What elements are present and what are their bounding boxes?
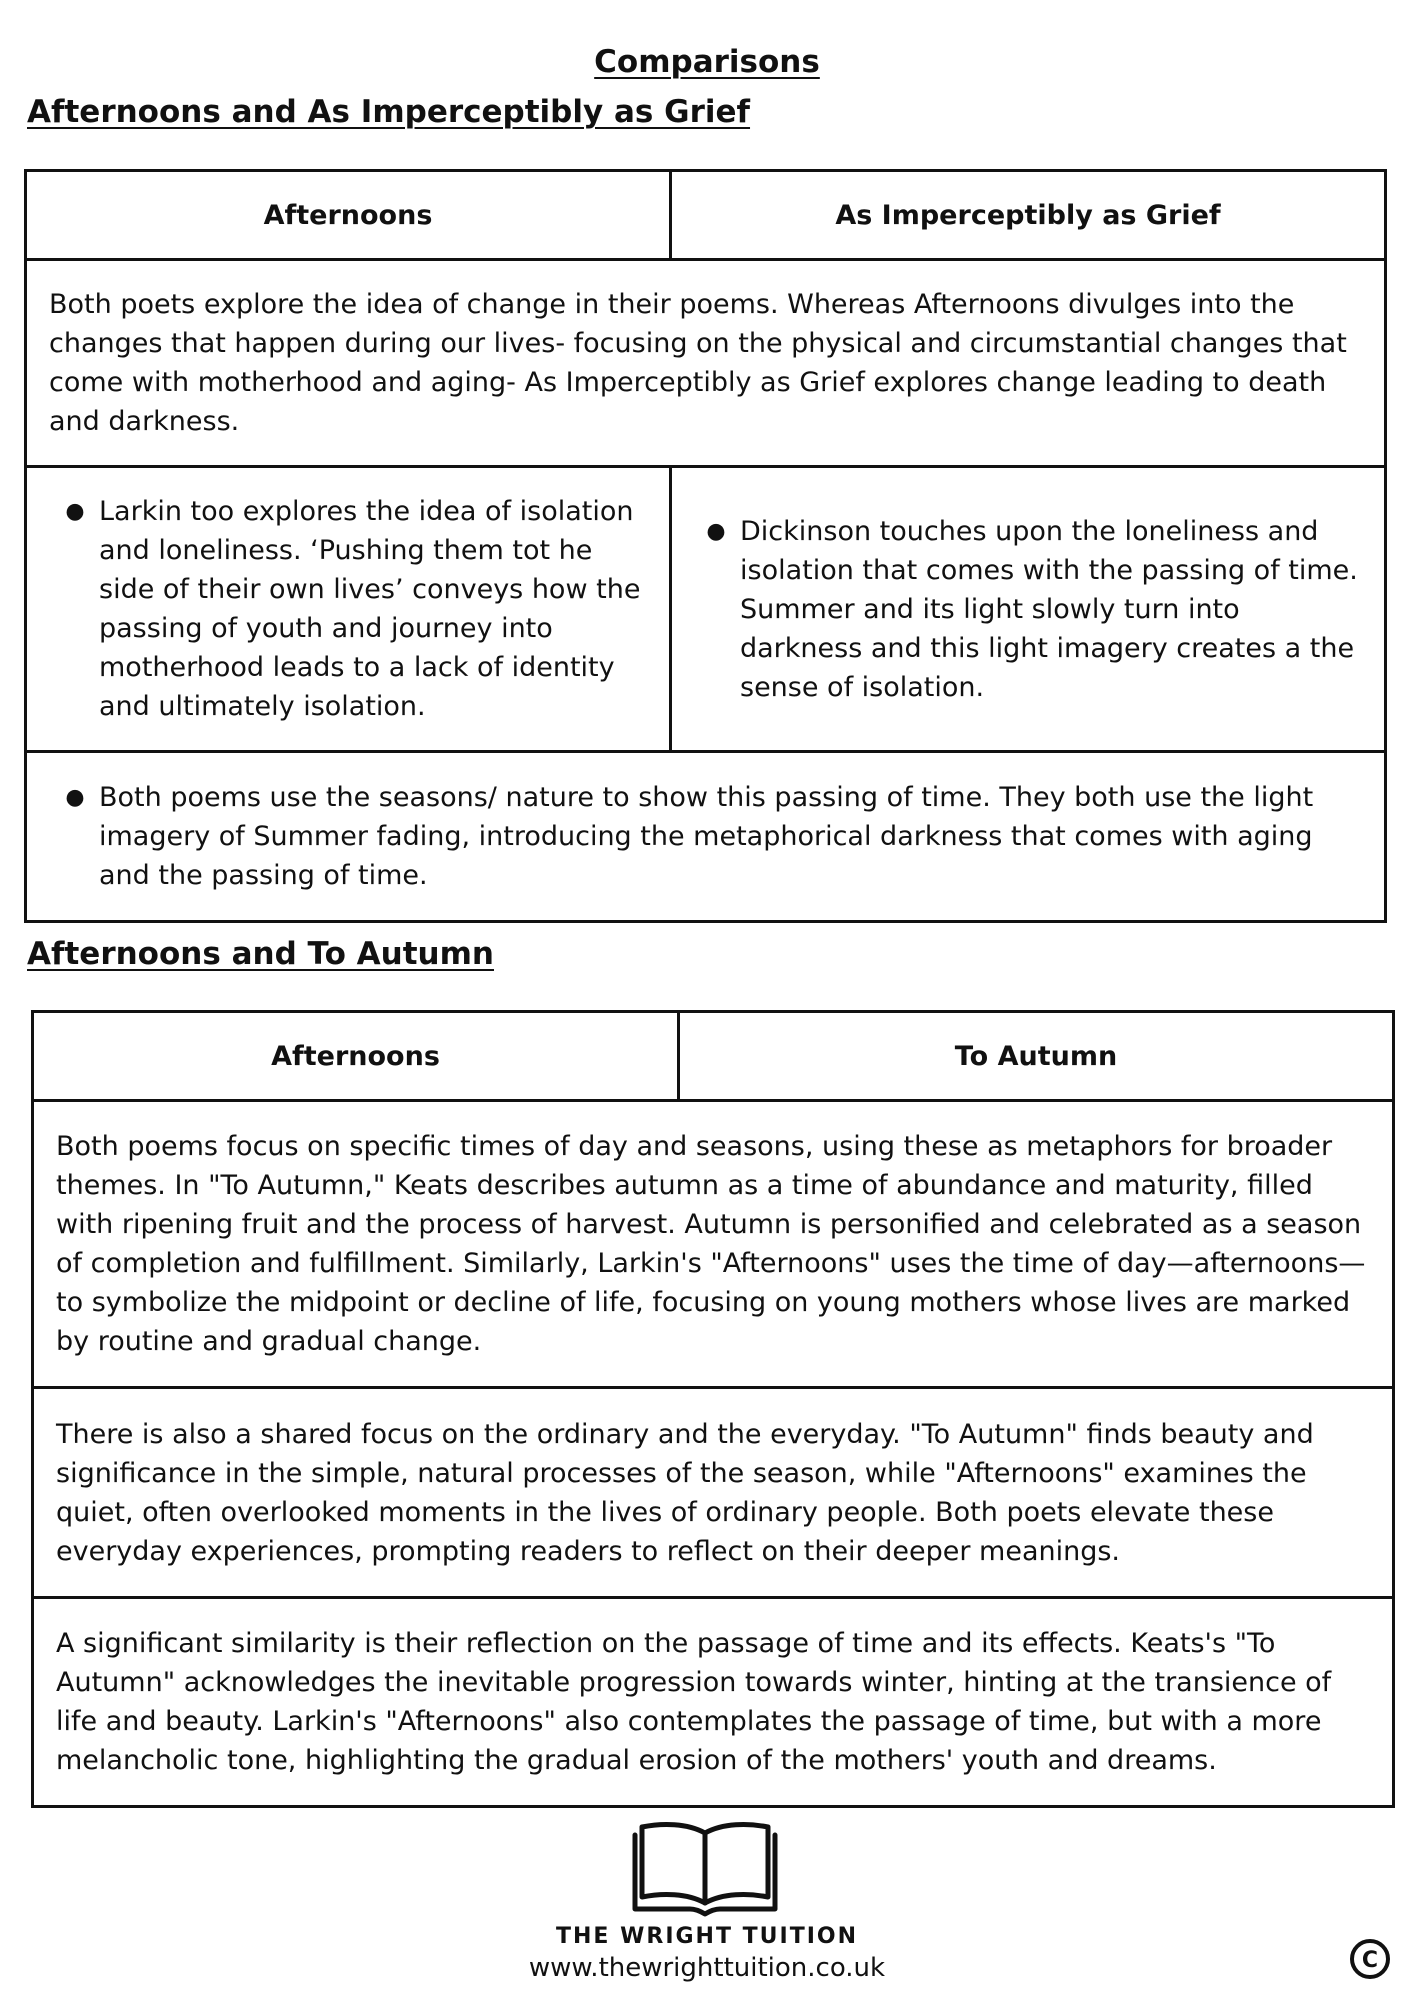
table-row — [33, 1101, 1394, 1388]
comparison-text: A significant similarity is their reflection on the passage of time and its effects. Keats's "To Autumn" acknowledges the inevitable progression towards winter, hinting at the transience of life and beauty. Larkin's "Afternoons" also contemplates the passage of time, but with a more melancholic tone, highlighting the gradual erosion of the mothers' youth and dreams. — [56, 1628, 1332, 1776]
overview-cell — [26, 260, 1386, 467]
bullet-item — [27, 492, 669, 726]
website-link[interactable]: www.thewrighttuition.co.uk — [528, 1953, 886, 1983]
brand-name: THE WRIGHT TUITION — [556, 1924, 858, 1949]
comparison-text: Both poems focus on specific times of day and seasons, using these as metaphors for broader themes. In "To Autumn," Keats describes autumn as a time of abundance and maturity, filled with ripening fruit and the process of harvest. Autumn is personified and celebrated as a season of completion and fulfillment. Similarly, Larkin's "Afternoons" uses the time of day—afternoons—to symbolize the midpoint or decline of life, focusing on young mothers whose lives are marked by routine and gradual change. — [56, 1131, 1366, 1357]
comparison-cell — [33, 1388, 1394, 1598]
left-point-cell — [26, 467, 671, 752]
table-row — [26, 467, 1386, 752]
left-point-text: Larkin too explores the idea of isolation and loneliness. ‘Pushing them tot he side of their own lives’ conveys how the passing of youth and journey into motherhood leads to a lack of identity and ultimately isolation. — [99, 496, 641, 722]
open-book-icon — [632, 1815, 778, 1917]
column-header-autumn: To Autumn — [679, 1012, 1394, 1101]
section-heading-afternoons-autumn: Afternoons and To Autumn — [27, 936, 494, 972]
table-header-row — [26, 171, 1386, 260]
column-header-grief: As Imperceptibly as Grief — [671, 171, 1386, 260]
table-row — [26, 752, 1386, 922]
shared-point-text: Both poems use the seasons/ nature to show this passing of time. They both use the light imagery of Summer fading, introducing the metaphorical darkness that comes with aging and the passing of time. — [99, 782, 1314, 891]
table-header-row — [33, 1012, 1394, 1101]
page-title: Comparisons — [594, 44, 820, 80]
section-heading-afternoons-grief: Afternoons and As Imperceptibly as Grief — [27, 94, 751, 130]
comparison-table-autumn — [31, 1010, 1395, 1808]
table-row — [33, 1598, 1394, 1807]
column-header-afternoons: Afternoons — [26, 171, 671, 260]
right-point-text: Dickinson touches upon the loneliness and isolation that comes with the passing of time. Summer and its light slowly turn into darkness and this light imagery creates a the sense of isolation. — [740, 515, 1358, 703]
copyright-icon — [1349, 1938, 1391, 1980]
bullet-item — [672, 512, 1384, 707]
bullet-icon: ● — [65, 785, 85, 810]
svg-text:C: C — [1361, 1948, 1379, 1973]
comparison-cell — [33, 1101, 1394, 1388]
overview-text: Both poets explore the idea of change in their poems. Whereas Afternoons divulges into the changes that happen during our lives- focusing on the physical and circumstantial changes that come with motherhood and aging- As Imperceptibly as Grief explores change leading to death and darkness. — [49, 289, 1347, 437]
table-row — [33, 1388, 1394, 1598]
bullet-icon: ● — [65, 499, 85, 524]
bullet-item — [27, 778, 1384, 895]
comparison-table-grief — [24, 169, 1387, 923]
shared-point-cell — [26, 752, 1386, 922]
bullet-icon: ● — [706, 518, 726, 544]
column-header-afternoons: Afternoons — [33, 1012, 679, 1101]
right-point-cell — [671, 467, 1386, 752]
comparison-text: There is also a shared focus on the ordinary and the everyday. "To Autumn" finds beauty and significance in the simple, natural processes of the season, while "Afternoons" examines the quiet, often overlooked moments in the lives of ordinary people. Both poets elevate these everyday experiences, prompting readers to reflect on their deeper meanings. — [56, 1418, 1314, 1567]
comparison-cell — [33, 1598, 1394, 1807]
table-row — [26, 260, 1386, 467]
